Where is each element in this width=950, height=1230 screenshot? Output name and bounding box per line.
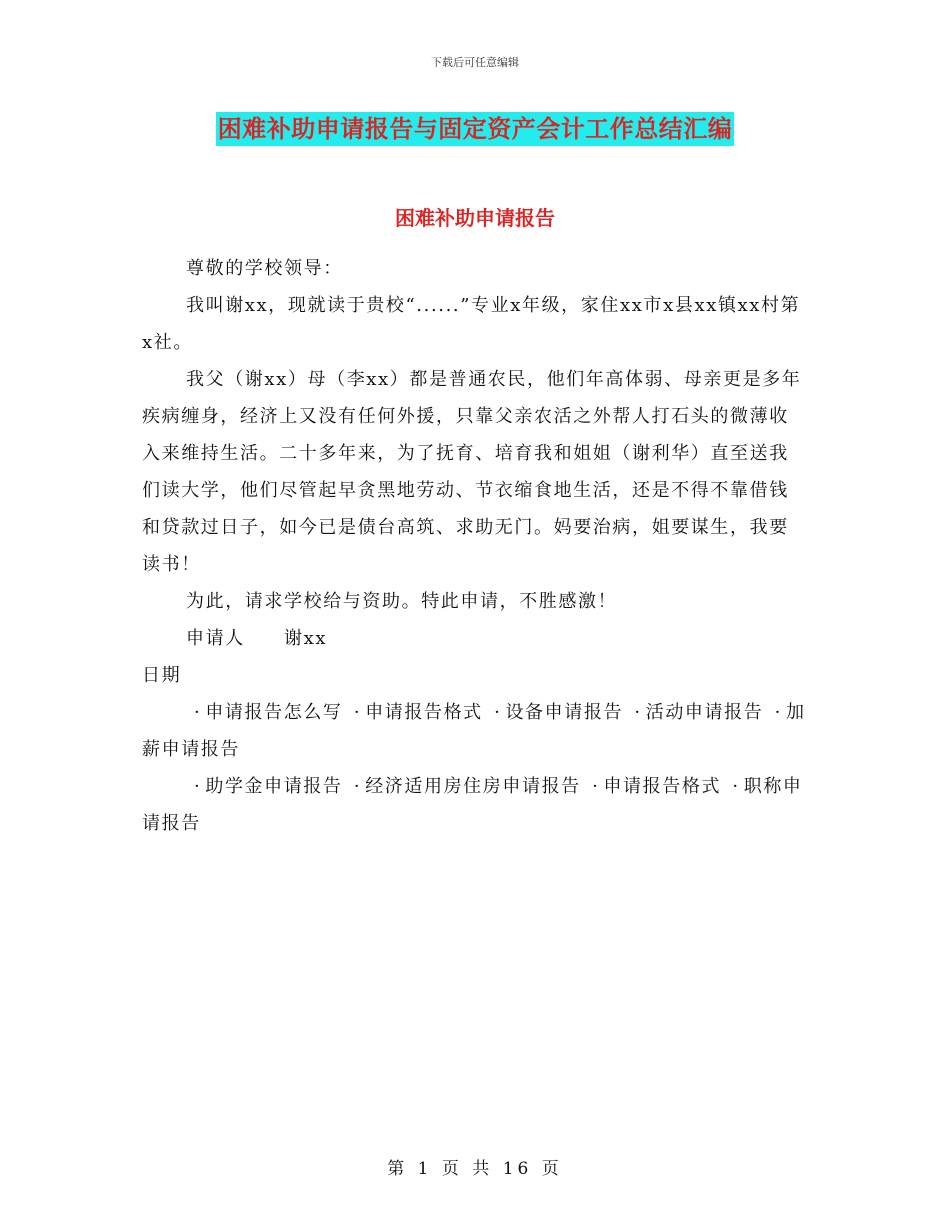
- signature: 申请人 谢xx: [186, 628, 328, 649]
- document-title: 困难补助申请报告与固定资产会计工作总结汇编: [216, 112, 735, 146]
- paragraph-intro: 我叫谢xx，现就读于贵校“......”专业x年级，家住xx市x县xx镇xx村第x社。: [142, 295, 801, 353]
- paragraph-family: 我父（谢xx）母（李xx）都是普通农民，他们年高体弱、母亲更是多年疾病缠身，经济上又没有任何外援，只靠父亲农活之外帮人打石头的微薄收入来维持生活。二十多年来，为了抚育、培育我和姐姐（谢利华）直至送我们读大学，他们尽管起早贪黑地劳动、节衣缩食地生活，还是不得不靠借钱和贷款过日子，如今已是债台高筑、求助无门。妈要治病，姐要谋生，我要读书！: [142, 369, 802, 575]
- section-title: 困难补助申请报告: [395, 206, 555, 230]
- document-title-wrap: [0, 112, 950, 146]
- related-link[interactable]: 设备申请报告: [505, 702, 624, 723]
- salutation: 尊敬的学校领导：: [186, 258, 343, 279]
- bullet-icon: ·: [494, 702, 502, 723]
- related-link[interactable]: 职称申请报告: [142, 776, 803, 834]
- bullet-icon: ·: [194, 702, 202, 723]
- bullet-icon: ·: [774, 702, 782, 723]
- related-links-group-2: [142, 768, 807, 842]
- related-link[interactable]: 加薪申请报告: [142, 702, 806, 760]
- document-body: [142, 250, 807, 842]
- related-link[interactable]: 活动申请报告: [645, 702, 764, 723]
- related-link[interactable]: 申请报告怎么写: [205, 702, 343, 723]
- related-link[interactable]: 申请报告格式: [603, 776, 722, 797]
- related-link[interactable]: 经济适用房住房申请报告: [365, 776, 581, 797]
- date-label: 日期: [142, 665, 182, 686]
- related-link[interactable]: 申请报告格式: [365, 702, 483, 723]
- bullet-icon: ·: [732, 776, 740, 797]
- related-link[interactable]: 助学金申请报告: [205, 776, 343, 797]
- page-number-footer: 第 1 页 共 16 页: [387, 1159, 563, 1179]
- header-note: 下载后可任意编辑: [431, 56, 519, 69]
- related-links-group-1: [142, 694, 807, 768]
- bullet-icon: ·: [353, 702, 362, 723]
- bullet-icon: ·: [353, 776, 362, 797]
- bullet-icon: ·: [634, 702, 642, 723]
- paragraph-request: 为此，请求学校给与资助。特此申请，不胜感激！: [186, 591, 618, 612]
- bullet-icon: ·: [592, 776, 600, 797]
- bullet-icon: ·: [194, 776, 202, 797]
